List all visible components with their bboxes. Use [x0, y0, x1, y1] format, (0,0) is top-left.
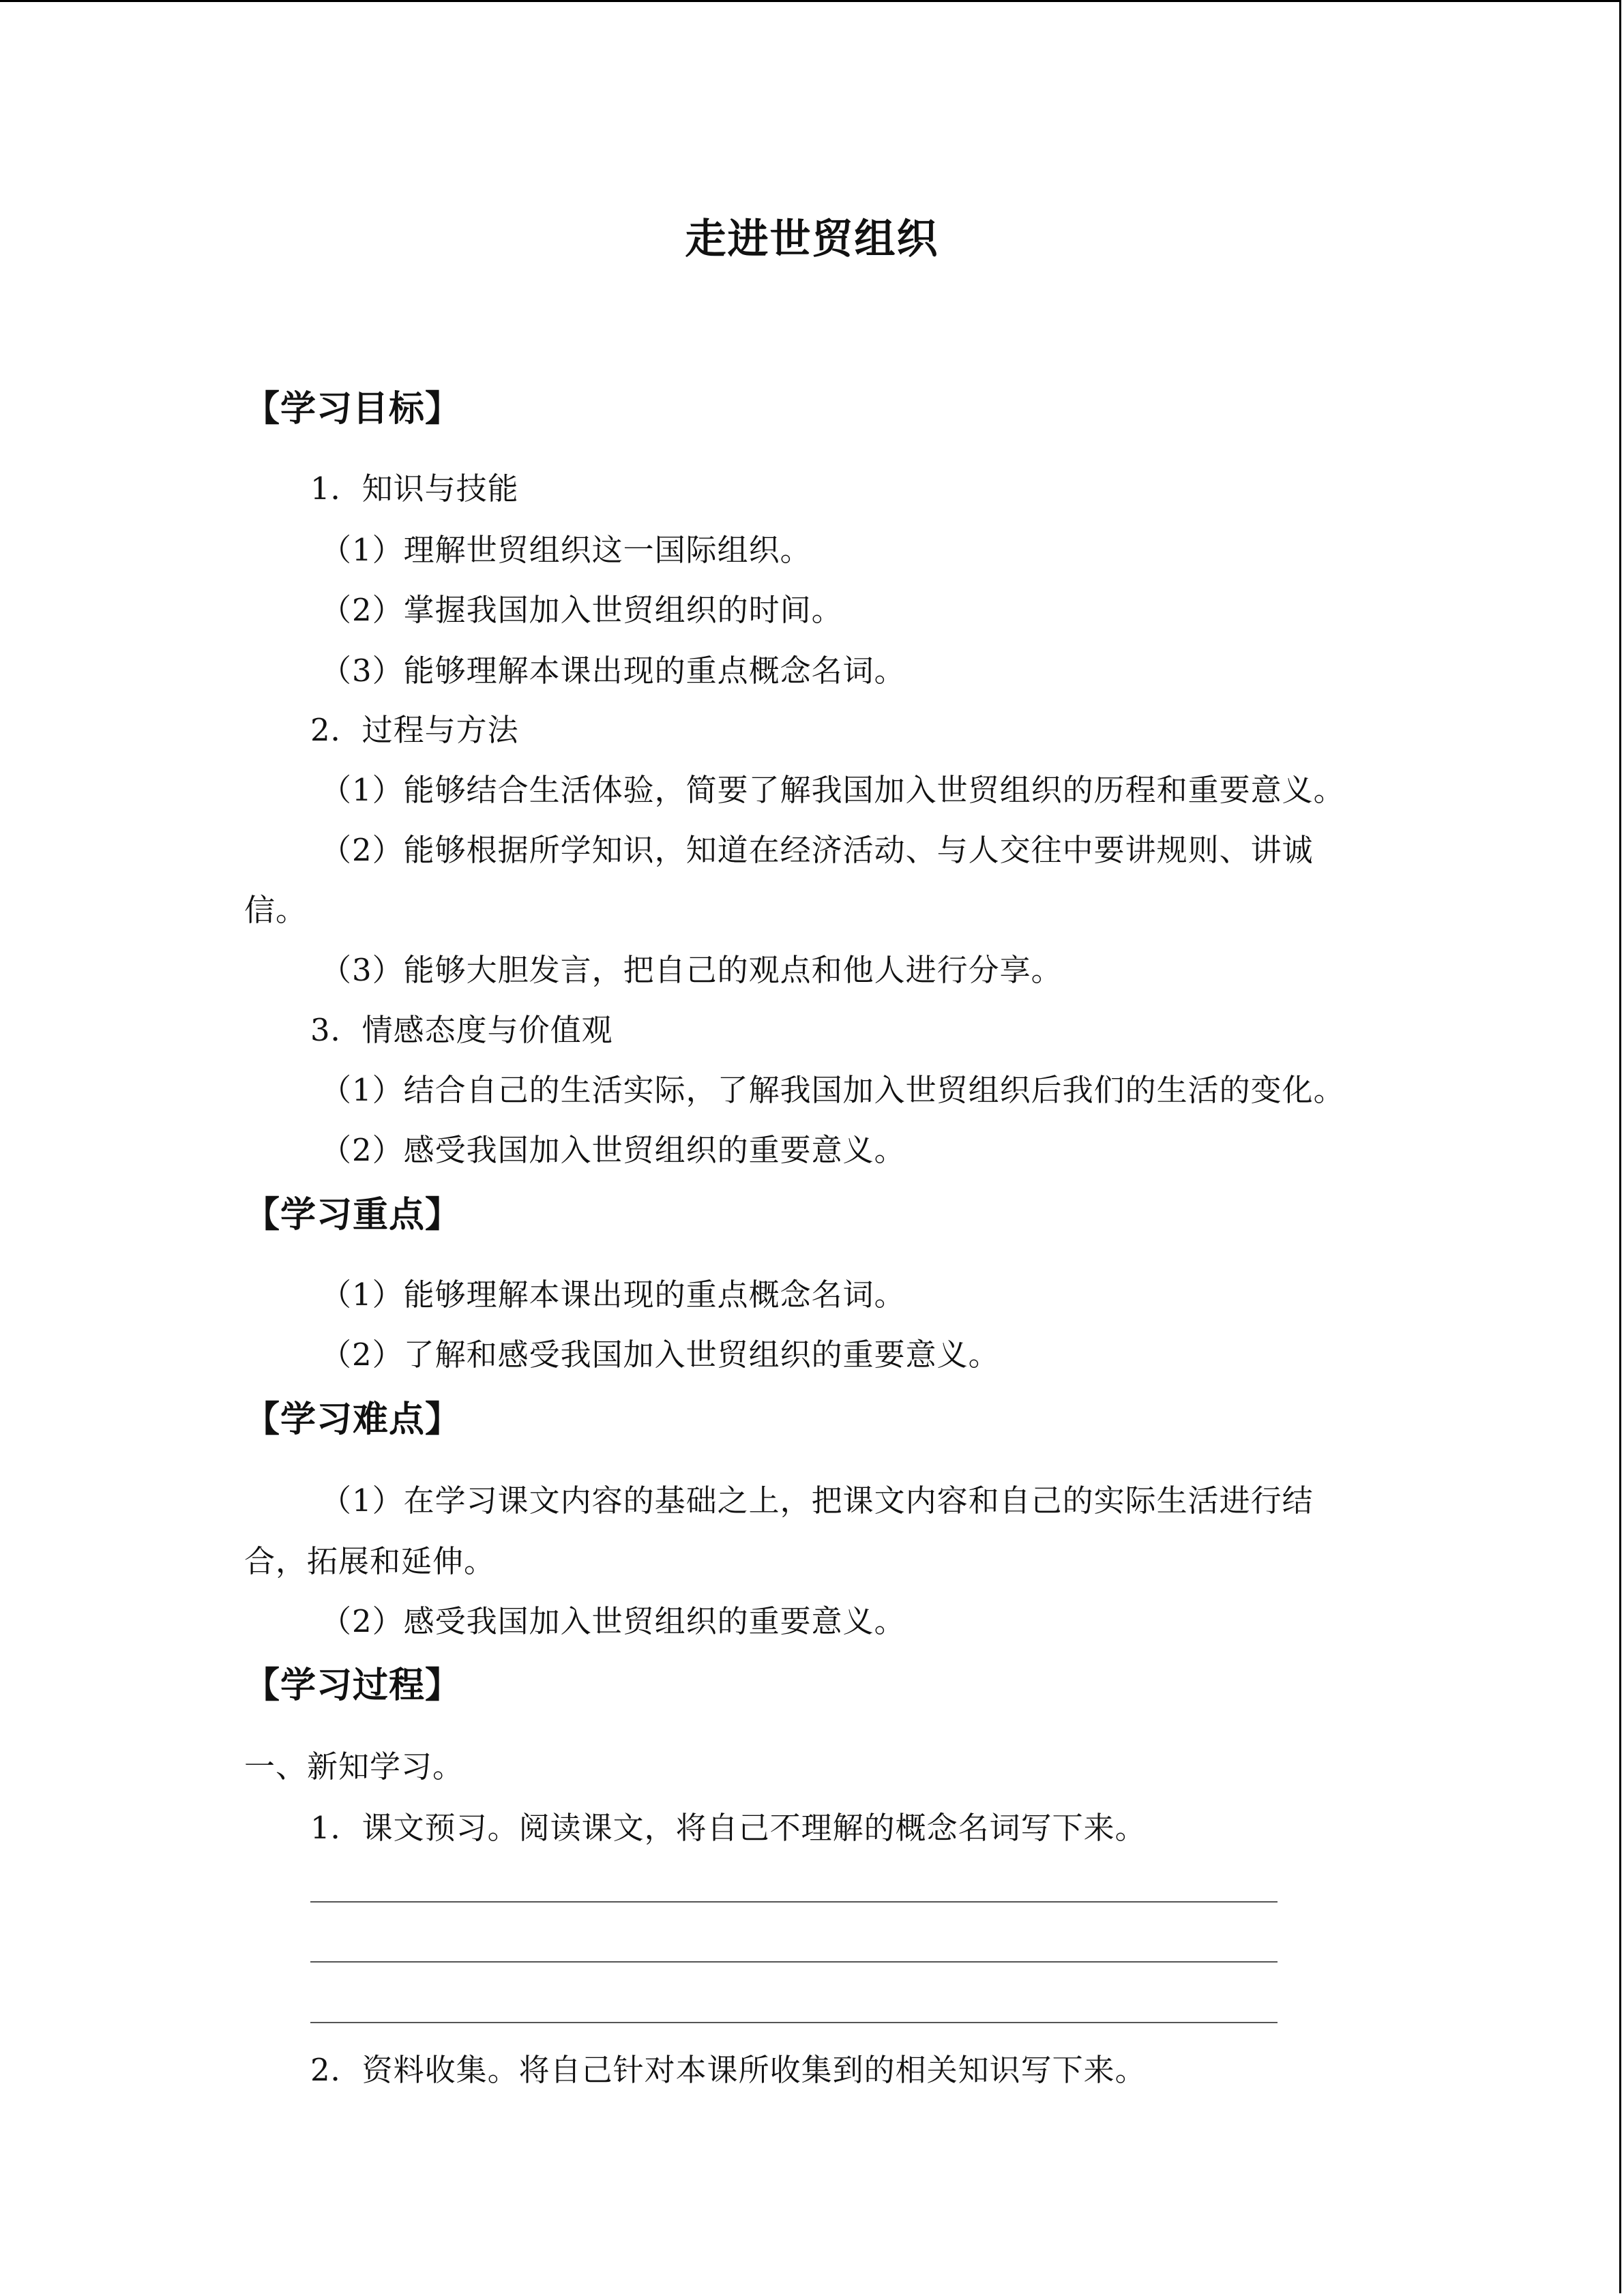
- objective-process-item: （1）能够结合生活体验，简要了解我国加入世贸组织的历程和重要意义。: [321, 772, 1345, 808]
- objective-knowledge-title: 1．知识与技能: [310, 471, 519, 507]
- objective-emotion-item: （1）结合自己的生活实际，了解我国加入世贸组织后我们的生活的变化。: [321, 1072, 1345, 1108]
- heading-process: 【学习过程】: [244, 1665, 462, 1706]
- answer-line: [310, 2022, 1278, 2023]
- heading-difficulties: 【学习难点】: [244, 1399, 462, 1440]
- answer-line: [310, 1901, 1278, 1903]
- objective-process-item: （3）能够大胆发言，把自己的观点和他人进行分享。: [321, 952, 1063, 988]
- process-step: 2．资料收集。将自己针对本课所收集到的相关知识写下来。: [310, 2052, 1147, 2088]
- objective-knowledge-item: （1）理解世贸组织这一国际组织。: [321, 532, 812, 568]
- key-point-item: （1）能够理解本课出现的重点概念名词。: [321, 1277, 906, 1313]
- objective-emotion-title: 3．情感态度与价值观: [310, 1012, 613, 1048]
- difficulty-item: （2）感受我国加入世贸组织的重要意义。: [321, 1603, 906, 1639]
- process-part-title: 一、新知学习。: [244, 1748, 464, 1785]
- objective-process-item-continuation: 信。: [244, 892, 308, 928]
- difficulty-item: （1）在学习课文内容的基础之上，把课文内容和自己的实际生活进行结: [321, 1482, 1314, 1519]
- difficulty-item-continuation: 合，拓展和延伸。: [244, 1543, 496, 1579]
- key-point-item: （2）了解和感受我国加入世贸组织的重要意义。: [321, 1337, 1000, 1373]
- objective-knowledge-item: （3）能够理解本课出现的重点概念名词。: [321, 653, 906, 689]
- heading-key-points: 【学习重点】: [244, 1195, 462, 1236]
- process-step: 1．课文预习。阅读课文，将自己不理解的概念名词写下来。: [310, 1810, 1147, 1846]
- objective-knowledge-item: （2）掌握我国加入世贸组织的时间。: [321, 592, 843, 628]
- objective-process-title: 2．过程与方法: [310, 712, 519, 748]
- objective-emotion-item: （2）感受我国加入世贸组织的重要意义。: [321, 1132, 906, 1168]
- answer-line: [310, 1961, 1278, 1963]
- document-title: 走进世贸组织: [685, 215, 939, 263]
- heading-objectives: 【学习目标】: [244, 389, 462, 430]
- objective-process-item: （2）能够根据所学知识，知道在经济活动、与人交往中要讲规则、讲诚: [321, 832, 1314, 868]
